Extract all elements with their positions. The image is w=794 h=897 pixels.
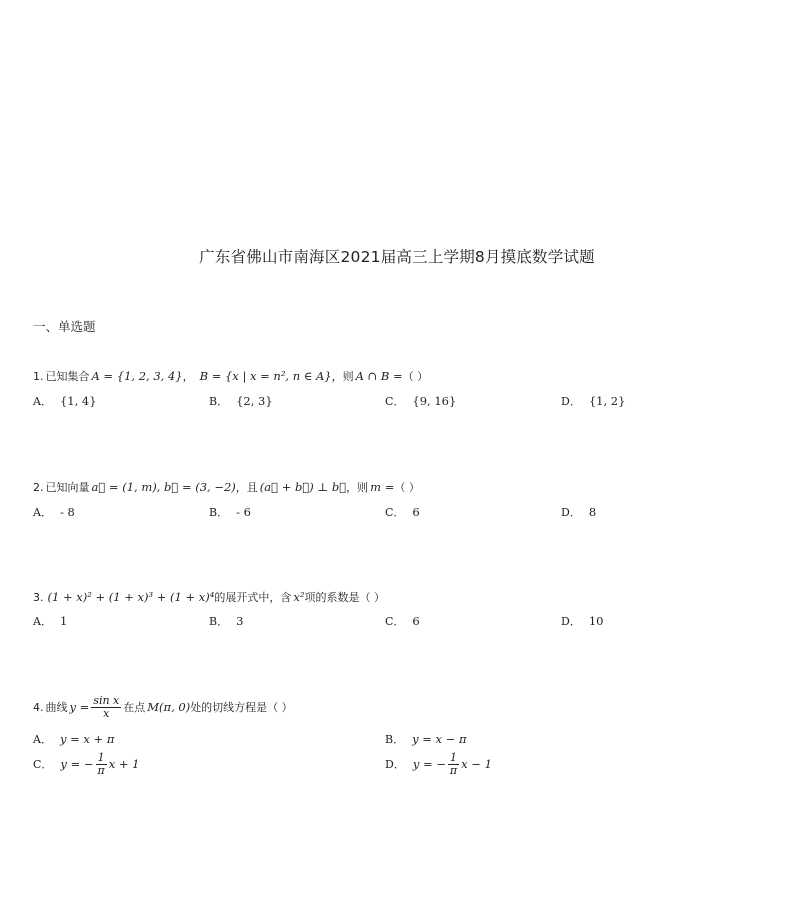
- question-number: 4.: [33, 700, 44, 714]
- question-text: 曲线: [45, 701, 68, 715]
- option-letter: A．: [33, 506, 52, 519]
- option-c[interactable]: [385, 393, 456, 409]
- answer-blank: （ ）: [394, 481, 420, 494]
- question-text: 的展开式中，含: [214, 591, 292, 604]
- question-1: [33, 368, 428, 384]
- fraction-denominator: π: [449, 763, 458, 777]
- option-value: 8: [588, 505, 597, 519]
- option-letter: D．: [561, 615, 581, 628]
- question-number: 1.: [33, 369, 44, 383]
- math-expression: A ∩ B =: [355, 369, 403, 383]
- question-text: ，且: [235, 481, 258, 494]
- question-text: 项的系数是（ ）: [304, 591, 385, 604]
- option-letter: C．: [385, 395, 405, 408]
- option-letter: B．: [209, 395, 229, 408]
- option-value: y = x + π: [59, 732, 115, 746]
- option-value: - 6: [236, 505, 251, 519]
- option-value: {1, 2}: [588, 394, 626, 408]
- option-b[interactable]: [209, 504, 251, 520]
- option-letter: B．: [385, 733, 405, 746]
- fraction-numerator: 1: [97, 751, 105, 764]
- option-a[interactable]: [33, 613, 67, 629]
- fraction-numerator: 1: [450, 751, 458, 764]
- question-number: 3.: [33, 590, 44, 604]
- option-c[interactable]: [385, 613, 420, 629]
- fraction-denominator: π: [97, 763, 105, 777]
- question-text: ，则: [331, 370, 354, 383]
- option-value: {9, 16}: [412, 394, 457, 408]
- option-letter: C．: [385, 615, 405, 628]
- option-value: - 8: [59, 505, 75, 519]
- option-a[interactable]: [33, 504, 75, 520]
- option-b[interactable]: [385, 731, 467, 747]
- option-letter: D．: [561, 395, 581, 408]
- math-expression: M(π, 0): [147, 700, 191, 715]
- section-heading: 一、单选题: [33, 319, 96, 334]
- option-value: 6: [412, 505, 420, 519]
- fraction: [91, 695, 121, 719]
- option-d[interactable]: [561, 504, 596, 520]
- option-value: {1, 4}: [59, 394, 97, 408]
- question-text: 已知向量: [45, 481, 90, 494]
- question-text: 在点: [123, 701, 146, 715]
- option-value: y = −: [60, 757, 94, 772]
- option-a[interactable]: [33, 393, 97, 409]
- question-text: ，: [182, 370, 194, 383]
- question-number: 2.: [33, 480, 44, 494]
- option-value: 10: [588, 614, 604, 628]
- option-value: 6: [412, 614, 420, 628]
- math-expression: (1 + x)² + (1 + x)³ + (1 + x)⁴: [47, 590, 215, 604]
- answer-blank: （ ）: [402, 370, 429, 383]
- option-d[interactable]: [561, 613, 603, 629]
- option-b[interactable]: [209, 393, 273, 409]
- option-c[interactable]: [385, 504, 420, 520]
- option-letter: A．: [33, 733, 52, 746]
- math-expression: m =: [370, 480, 395, 494]
- math-expression: x²: [293, 590, 305, 604]
- option-a[interactable]: [33, 731, 114, 747]
- option-letter: B．: [209, 506, 229, 519]
- math-expression: B = {x | x = n², n ∈ A}: [199, 369, 332, 383]
- option-letter: C．: [385, 506, 405, 519]
- math-expression: (a⃗ + b⃗) ⊥ b⃗: [259, 480, 347, 494]
- option-value: 1: [59, 614, 68, 628]
- option-letter: A．: [33, 615, 52, 628]
- question-4: [33, 695, 293, 719]
- math-expression: a⃗ = (1, m), b⃗ = (3, −2): [91, 480, 236, 494]
- option-letter: D．: [561, 506, 581, 519]
- option-b[interactable]: [209, 613, 243, 629]
- option-d[interactable]: [385, 752, 492, 776]
- fraction-denominator: x: [103, 706, 110, 720]
- question-2: [33, 479, 420, 495]
- option-d[interactable]: [561, 393, 625, 409]
- fraction: [448, 752, 459, 776]
- option-letter: C．: [33, 758, 53, 772]
- option-value: x − 1: [461, 757, 492, 772]
- option-letter: B．: [209, 615, 229, 628]
- math-expression: y =: [69, 700, 90, 715]
- option-letter: A．: [33, 395, 52, 408]
- fraction-numerator: sin x: [93, 694, 120, 707]
- option-value: x + 1: [108, 757, 140, 772]
- option-c[interactable]: [33, 752, 140, 776]
- option-value: {2, 3}: [236, 394, 273, 408]
- document-title: 广东省佛山市南海区2021届高三上学期8月摸底数学试题: [199, 248, 595, 266]
- fraction: [96, 752, 107, 776]
- question-text: 处的切线方程是（ ）: [190, 701, 293, 715]
- option-letter: D．: [385, 758, 405, 772]
- option-value: 3: [236, 614, 244, 628]
- question-3: [33, 589, 385, 605]
- option-value: y = x − π: [412, 732, 467, 746]
- option-value: y = −: [412, 757, 446, 772]
- question-text: ，则: [346, 481, 369, 494]
- math-expression: A = {1, 2, 3, 4}: [91, 369, 183, 383]
- question-text: 已知集合: [45, 370, 90, 383]
